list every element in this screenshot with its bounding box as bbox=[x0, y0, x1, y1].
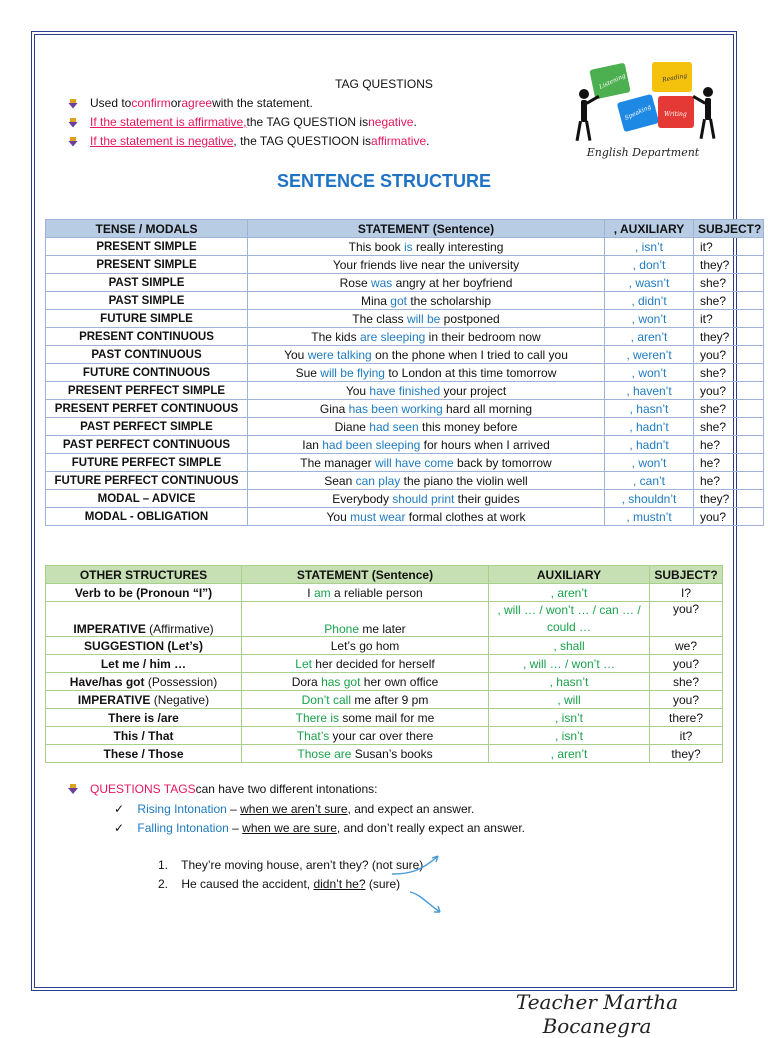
statement-text: The manager bbox=[300, 455, 375, 470]
subject-cell: you? bbox=[694, 346, 764, 364]
rising-arrow-icon bbox=[392, 856, 438, 874]
tense-cell: PAST SIMPLE bbox=[46, 274, 248, 292]
other-table-row bbox=[46, 673, 723, 691]
statement-verb-highlight: has been working bbox=[348, 401, 443, 416]
statement-verb-highlight: got bbox=[390, 293, 407, 308]
statement-cell bbox=[242, 745, 489, 763]
auxiliary-cell: , didn’t bbox=[605, 292, 694, 310]
other-table-row bbox=[46, 709, 723, 727]
section-title: SENTENCE STRUCTURE bbox=[276, 171, 491, 191]
tense-cell: PRESENT SIMPLE bbox=[46, 238, 248, 256]
statement-text: Gina bbox=[319, 401, 349, 416]
statement-verb-highlight: will be flying bbox=[320, 365, 385, 380]
tense-table-row bbox=[46, 328, 764, 346]
other-table-header bbox=[46, 566, 723, 584]
pin-bullet-icon bbox=[68, 99, 78, 109]
auxiliary-cell: , isn’t bbox=[489, 727, 650, 745]
checkmark-icon: ✓ bbox=[114, 802, 125, 816]
statement-verb-highlight: Let bbox=[295, 656, 312, 671]
other-table-row bbox=[46, 655, 723, 673]
auxiliary-cell: , can’t bbox=[605, 472, 694, 490]
statement-cell bbox=[248, 292, 605, 310]
other-table-row bbox=[46, 745, 723, 763]
structure-cell bbox=[46, 745, 242, 763]
statement-text: a reliable person bbox=[330, 585, 423, 600]
statement-cell bbox=[248, 508, 605, 526]
statement-text: the piano the violin well bbox=[400, 473, 528, 488]
tense-cell: FUTURE PERFECT CONTINUOUS bbox=[46, 472, 248, 490]
tense-cell: MODAL – ADVICE bbox=[46, 490, 248, 508]
tense-table-row bbox=[46, 346, 764, 364]
statement-text: her own office bbox=[360, 674, 439, 689]
rules-list bbox=[68, 94, 430, 151]
statement-cell bbox=[248, 382, 605, 400]
tense-table-row bbox=[46, 454, 764, 472]
statement-text: her decided for herself bbox=[311, 656, 435, 671]
statement-text: Diane bbox=[334, 419, 370, 434]
auxiliary-cell: , hasn’t bbox=[605, 400, 694, 418]
statement-cell bbox=[248, 310, 605, 328]
statement-text: Sue bbox=[295, 365, 321, 380]
statement-text: for hours when I arrived bbox=[420, 437, 550, 452]
header-subject: SUBJECT? bbox=[650, 566, 723, 584]
structure-text: This / That bbox=[113, 728, 174, 743]
statement-cell bbox=[248, 328, 605, 346]
statement-verb-highlight: must wear bbox=[350, 509, 406, 524]
statement-verb-highlight: Those are bbox=[297, 746, 352, 761]
tense-cell: PRESENT SIMPLE bbox=[46, 256, 248, 274]
rule-item: If the statement is affirmative, the TAG QUESTION is negative . bbox=[68, 113, 430, 132]
statement-verb-highlight: That’s bbox=[296, 728, 330, 743]
statement-verb-highlight: will have come bbox=[374, 455, 454, 470]
tense-cell: PRESENT PERFECT SIMPLE bbox=[46, 382, 248, 400]
structure-cell bbox=[46, 602, 242, 637]
statement-text: their guides bbox=[454, 491, 520, 506]
tense-cell: PAST PERFECT SIMPLE bbox=[46, 418, 248, 436]
person-left-icon bbox=[576, 89, 600, 141]
falling-intonation-item: ✓ Falling Intonation – when we are sure, and don’t really expect an answer. bbox=[114, 821, 525, 835]
statement-text: hard all morning bbox=[442, 401, 533, 416]
auxiliary-cell: , mustn’t bbox=[605, 508, 694, 526]
statement-verb-highlight: can play bbox=[355, 473, 401, 488]
statement-text: You bbox=[326, 509, 351, 524]
structure-text: IMPERATIVE bbox=[77, 692, 154, 707]
structure-cell bbox=[46, 655, 242, 673]
statement-verb-highlight: are sleeping bbox=[359, 329, 426, 344]
tense-table-row bbox=[46, 310, 764, 328]
rule-item: Used to confirm or agree with the statement. bbox=[68, 94, 430, 113]
auxiliary-cell: , will bbox=[489, 691, 650, 709]
tense-table-row bbox=[46, 238, 764, 256]
statement-text: in their bedroom now bbox=[425, 329, 541, 344]
subject-cell: they? bbox=[650, 745, 723, 763]
tense-table-row bbox=[46, 364, 764, 382]
subject-cell: she? bbox=[694, 292, 764, 310]
subject-cell: he? bbox=[694, 454, 764, 472]
statement-verb-highlight: Phone bbox=[324, 622, 359, 636]
statement-text: really interesting bbox=[412, 239, 504, 254]
structure-text: Verb to be ( bbox=[74, 585, 141, 600]
subject-cell: we? bbox=[650, 637, 723, 655]
auxiliary-cell: , won’t bbox=[605, 364, 694, 382]
statement-text: to London at this time tomorrow bbox=[384, 365, 557, 380]
statement-verb-highlight: am bbox=[313, 585, 331, 600]
auxiliary-cell: , hasn’t bbox=[489, 673, 650, 691]
structure-cell bbox=[46, 637, 242, 655]
tense-table-row bbox=[46, 436, 764, 454]
structure-note: (Affirmative) bbox=[149, 622, 214, 636]
statement-verb-highlight: is bbox=[403, 239, 413, 254]
tense-table-row bbox=[46, 274, 764, 292]
puzzle-label-listening: Listening bbox=[598, 72, 627, 91]
auxiliary-cell: , don’t bbox=[605, 256, 694, 274]
header-auxiliary: , AUXILIARY bbox=[605, 220, 694, 238]
statement-text: The kids bbox=[311, 329, 360, 344]
structure-text: There is /are bbox=[108, 710, 179, 725]
statement-text: your project bbox=[440, 383, 507, 398]
checkmark-icon: ✓ bbox=[114, 821, 125, 835]
statement-verb-highlight: have finished bbox=[369, 383, 441, 398]
tense-cell: PRESENT PERFET CONTINUOUS bbox=[46, 400, 248, 418]
auxiliary-cell: , shouldn’t bbox=[605, 490, 694, 508]
subject-cell: there? bbox=[650, 709, 723, 727]
subject-cell: you? bbox=[694, 508, 764, 526]
pin-bullet-icon bbox=[68, 118, 78, 128]
structure-note: (Negative) bbox=[153, 692, 210, 707]
statement-cell bbox=[242, 727, 489, 745]
subject-cell: it? bbox=[650, 727, 723, 745]
tense-table-header bbox=[46, 220, 764, 238]
tense-table-row bbox=[46, 508, 764, 526]
header-tense: TENSE / MODALS bbox=[46, 220, 248, 238]
other-structures-table bbox=[45, 565, 723, 763]
statement-cell bbox=[248, 256, 605, 274]
person-right-icon bbox=[692, 87, 715, 139]
header-statement: STATEMENT (Sentence) bbox=[242, 566, 489, 584]
statement-text: your car over there bbox=[329, 728, 434, 743]
structure-text: ) bbox=[208, 585, 213, 600]
auxiliary-cell: , will … / won’t … bbox=[489, 655, 650, 673]
auxiliary-cell: , won’t bbox=[605, 310, 694, 328]
statement-verb-highlight: There is bbox=[295, 710, 339, 725]
statement-verb-highlight: were talking bbox=[307, 347, 372, 362]
statement-text: this money before bbox=[418, 419, 518, 434]
statement-text: Ian bbox=[302, 437, 323, 452]
tense-cell: PAST SIMPLE bbox=[46, 292, 248, 310]
auxiliary-cell: , won’t bbox=[605, 454, 694, 472]
subject-cell: you? bbox=[650, 602, 723, 637]
tense-table-row bbox=[46, 472, 764, 490]
statement-cell bbox=[248, 472, 605, 490]
statement-text: I bbox=[307, 585, 314, 600]
other-table-row bbox=[46, 602, 723, 637]
auxiliary-cell: , hadn’t bbox=[605, 418, 694, 436]
auxiliary-cell: , haven’t bbox=[605, 382, 694, 400]
statement-cell bbox=[248, 274, 605, 292]
structure-note: (Possession) bbox=[147, 674, 218, 689]
statement-verb-highlight: has got bbox=[321, 674, 361, 689]
header-other-structures: OTHER STRUCTURES bbox=[46, 566, 242, 584]
tense-cell: PAST PERFECT CONTINUOUS bbox=[46, 436, 248, 454]
subject-cell: you? bbox=[650, 655, 723, 673]
statement-text: You bbox=[345, 383, 370, 398]
tense-table-row bbox=[46, 418, 764, 436]
tense-cell: MODAL - OBLIGATION bbox=[46, 508, 248, 526]
pin-bullet-icon bbox=[68, 137, 78, 147]
statement-text: You bbox=[284, 347, 308, 362]
statement-text: formal clothes at work bbox=[405, 509, 526, 524]
statement-cell bbox=[248, 418, 605, 436]
structure-text: Have/has got bbox=[69, 674, 148, 689]
example-1: 1. They’re moving house, aren’t they? (not sure) bbox=[158, 858, 424, 872]
statement-cell bbox=[242, 602, 489, 637]
statement-text: Rose bbox=[339, 275, 371, 290]
tense-cell: PAST CONTINUOUS bbox=[46, 346, 248, 364]
header-statement: STATEMENT (Sentence) bbox=[248, 220, 605, 238]
header-subject: SUBJECT? bbox=[694, 220, 764, 238]
statement-cell bbox=[248, 436, 605, 454]
structure-cell bbox=[46, 691, 242, 709]
example-2: 2. He caused the accident, didn’t he? (sure) bbox=[158, 877, 401, 891]
tense-table-row bbox=[46, 490, 764, 508]
statement-text: The class bbox=[352, 311, 407, 326]
subject-cell: they? bbox=[694, 490, 764, 508]
tense-table-row bbox=[46, 382, 764, 400]
statement-verb-highlight: had been sleeping bbox=[322, 437, 421, 452]
auxiliary-cell: , shall bbox=[489, 637, 650, 655]
statement-verb-highlight: was bbox=[370, 275, 393, 290]
structure-text: IMPERATIVE bbox=[73, 622, 150, 636]
tense-table-row bbox=[46, 292, 764, 310]
pin-bullet-icon bbox=[68, 784, 78, 794]
subject-cell: she? bbox=[694, 418, 764, 436]
statement-text: Sean bbox=[324, 473, 356, 488]
tense-table-row bbox=[46, 256, 764, 274]
statement-cell bbox=[242, 691, 489, 709]
statement-verb-highlight: will be bbox=[406, 311, 441, 326]
statement-cell bbox=[248, 454, 605, 472]
other-table-row bbox=[46, 637, 723, 655]
statement-cell bbox=[248, 400, 605, 418]
tense-cell: FUTURE SIMPLE bbox=[46, 310, 248, 328]
statement-cell bbox=[242, 584, 489, 602]
statement-text: back by tomorrow bbox=[453, 455, 552, 470]
statement-text: This book bbox=[348, 239, 404, 254]
other-table-row bbox=[46, 691, 723, 709]
structure-text: SUGGESTION (Let’s) bbox=[84, 638, 203, 653]
statement-verb-highlight: Don’t call bbox=[301, 692, 351, 707]
tense-cell: PRESENT CONTINUOUS bbox=[46, 328, 248, 346]
auxiliary-cell: , isn’t bbox=[605, 238, 694, 256]
subject-cell: you? bbox=[650, 691, 723, 709]
statement-cell bbox=[248, 364, 605, 382]
header-auxiliary: AUXILIARY bbox=[489, 566, 650, 584]
statement-text: Your friends live near the university bbox=[332, 257, 520, 272]
auxiliary-cell: , aren’t bbox=[605, 328, 694, 346]
falling-arrow-icon bbox=[410, 892, 440, 912]
subject-cell: they? bbox=[694, 256, 764, 274]
auxiliary-cell: , aren’t bbox=[489, 745, 650, 763]
tense-table-row bbox=[46, 400, 764, 418]
statement-verb-highlight: should print bbox=[392, 491, 455, 506]
statement-cell bbox=[248, 490, 605, 508]
statement-text: postponed bbox=[440, 311, 500, 326]
subject-cell: she? bbox=[650, 673, 723, 691]
statement-text: Let’s go hom bbox=[330, 638, 400, 653]
statement-text: me later bbox=[359, 622, 406, 636]
tense-table bbox=[45, 219, 764, 526]
statement-cell bbox=[248, 238, 605, 256]
statement-text: some mail for me bbox=[339, 710, 435, 725]
puzzle-label-reading: Reading bbox=[661, 72, 688, 84]
statement-verb-highlight: had seen bbox=[369, 419, 419, 434]
puzzle-label-speaking: Speaking bbox=[623, 103, 653, 122]
statement-text: the scholarship bbox=[406, 293, 492, 308]
auxiliary-cell: , aren’t bbox=[489, 584, 650, 602]
page-heading: TAG QUESTIONS bbox=[335, 77, 433, 91]
structure-text: Let me / him … bbox=[100, 656, 187, 671]
subject-cell: it? bbox=[694, 238, 764, 256]
rule-item: If the statement is negative , the TAG QUESTIOON is affirmative . bbox=[68, 132, 430, 151]
logo-caption: English Department bbox=[586, 146, 700, 159]
auxiliary-cell: , weren’t bbox=[605, 346, 694, 364]
subject-cell: she? bbox=[694, 400, 764, 418]
subject-cell: she? bbox=[694, 364, 764, 382]
intonation-arrows bbox=[380, 848, 480, 920]
statement-text: Dora bbox=[291, 674, 322, 689]
subject-cell: I? bbox=[650, 584, 723, 602]
subject-cell: he? bbox=[694, 472, 764, 490]
other-table-row bbox=[46, 727, 723, 745]
statement-cell bbox=[242, 709, 489, 727]
auxiliary-cell: , will … / won’t … / can … / could … bbox=[489, 602, 650, 637]
intonation-lead: QUESTIONS TAGS can have two different intonations: bbox=[68, 780, 377, 798]
subject-cell: he? bbox=[694, 436, 764, 454]
subject-cell: she? bbox=[694, 274, 764, 292]
statement-text: Susan’s books bbox=[351, 746, 433, 761]
structure-text: These / Those bbox=[103, 746, 184, 761]
structure-note: Pronoun “I” bbox=[140, 585, 209, 600]
statement-text: Mina bbox=[360, 293, 391, 308]
statement-text: me after 9 pm bbox=[350, 692, 429, 707]
subject-cell: they? bbox=[694, 328, 764, 346]
subject-cell: it? bbox=[694, 310, 764, 328]
auxiliary-cell: , wasn’t bbox=[605, 274, 694, 292]
subject-cell: you? bbox=[694, 382, 764, 400]
statement-cell bbox=[242, 655, 489, 673]
tense-cell: FUTURE PERFECT SIMPLE bbox=[46, 454, 248, 472]
auxiliary-cell: , isn’t bbox=[489, 709, 650, 727]
structure-cell bbox=[46, 709, 242, 727]
statement-cell bbox=[248, 346, 605, 364]
structure-cell bbox=[46, 727, 242, 745]
teacher-signature: Teacher Martha Bocanegra bbox=[515, 990, 679, 1038]
statement-text: Everybody bbox=[332, 491, 393, 506]
statement-text: angry at her boyfriend bbox=[392, 275, 513, 290]
statement-cell bbox=[242, 637, 489, 655]
auxiliary-cell: , hadn’t bbox=[605, 436, 694, 454]
puzzle-label-writing: Writing bbox=[664, 111, 687, 118]
other-table-row bbox=[46, 584, 723, 602]
tense-cell: FUTURE CONTINUOUS bbox=[46, 364, 248, 382]
statement-cell bbox=[242, 673, 489, 691]
statement-text: on the phone when I tried to call you bbox=[371, 347, 568, 362]
structure-cell bbox=[46, 584, 242, 602]
structure-cell bbox=[46, 673, 242, 691]
rising-intonation-item: ✓ Rising Intonation – when we aren’t sure, and expect an answer. bbox=[114, 802, 475, 816]
